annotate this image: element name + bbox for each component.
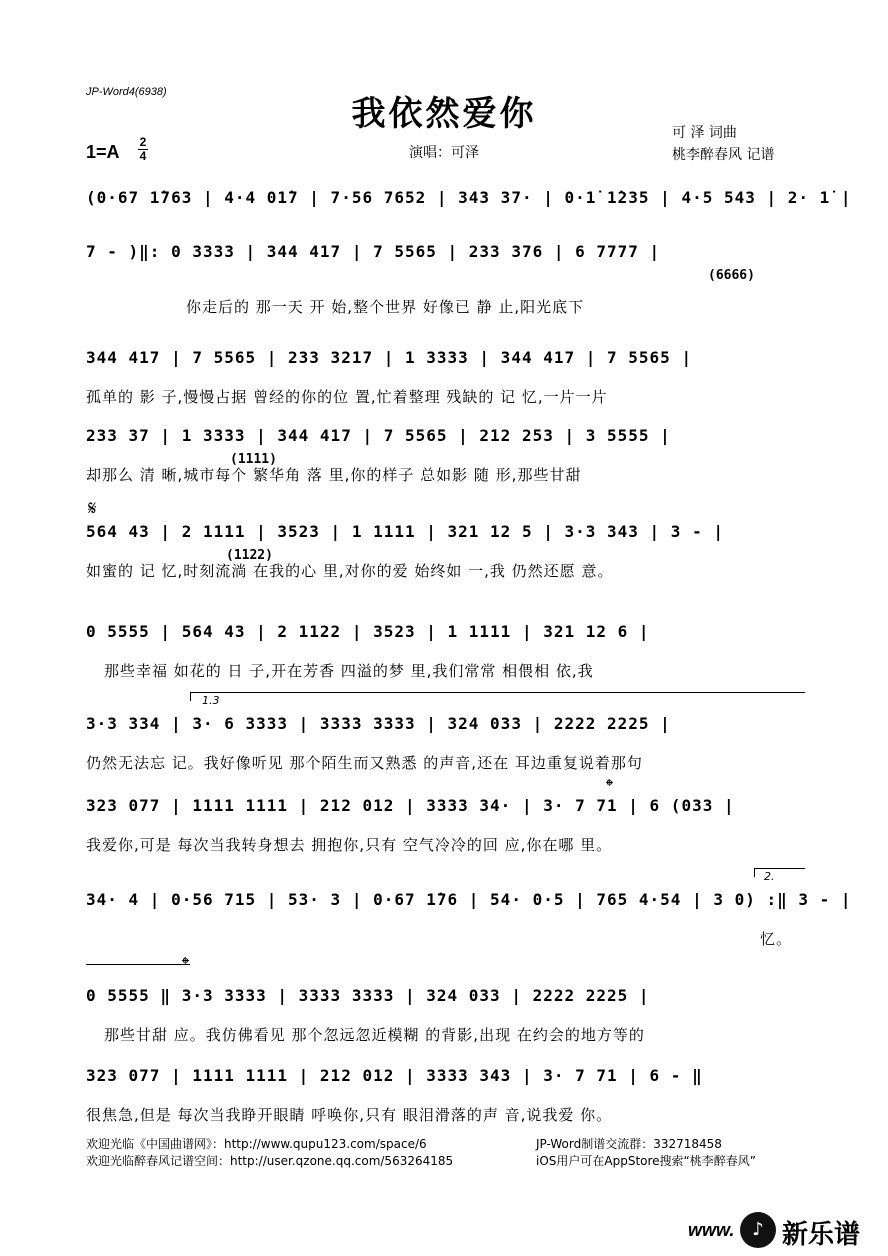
time-bottom: 4 [139,149,147,163]
lyric-line: 却那么 清 晰,城市每个 繁华角 落 里,你的样子 总如影 随 形,那些甘甜 [86,466,582,484]
harmony-notes: (1111) [230,452,277,467]
lyric-line: 你走后的 那一天 开 始,整个世界 好像已 静 止,阳光底下 [186,298,585,316]
notation-line: 323 077 | 1111 1111 | 212 012 | 3333 34· | 3· 7 71 | 6 (033 | [86,796,735,815]
singer: 演唱：可泽 [409,145,479,161]
lyric-line: 那些甘甜 应。我仿佛看见 那个忽远忽近模糊 的背影,出现 在约会的地方等的 [104,1026,645,1044]
footer-line-3: JP-Word制谱交流群：332718458 [536,1137,722,1151]
credit-composer: 可 泽 词曲 [672,125,737,141]
software-label: JP-Word4(6938) [86,86,167,98]
lyric-line: 如蜜的 记 忆,时刻流淌 在我的心 里,对你的爱 始终如 一,我 仍然还愿 意。 [86,562,614,580]
credits [672,122,774,166]
notation-line: 0 5555 | 564 43 | 2 1122 | 3523 | 1 1111 | 321 12 6 | [86,622,650,641]
song-title: 我依然爱你 [351,94,537,134]
credit-transcriber: 桃李醉春风 记谱 [672,147,775,163]
watermark-logo-icon: ♪ [740,1212,776,1248]
volta-label-2: 2. [764,870,775,883]
volta-bracket-1 [190,692,805,701]
harmony-notes: (1122) [226,548,273,563]
time-top: 2 [139,135,147,149]
notation-line: 3·3 334 | 3· 6 3333 | 3333 3333 | 324 033 | 2222 2225 | [86,714,671,733]
notation-line: (0·67 1̇763 | 4·4 01̇7 | 7·56 7652 | 343 37· | 0·1̇ 1̇235 | 4·5 543 | 2· 1̇ | [86,188,852,207]
notation-line: 34· 4 | 0·56 715 | 53· 3 | 0·67 1̇76 | 54· 0·5 | 765 4·54 | 3 0) :‖ 3 - | [86,890,852,909]
key-signature: 1=A [86,142,120,162]
notation-line: 0 5555 ‖ 3·3 3333 | 3333 3333 | 324 033 | 2222 2225 | [86,986,650,1005]
notation-line: 7 - )‖: 0 3333 | 344 417 | 7 5565 | 233 376 | 6 7777 | [86,242,661,261]
lyric-line: 那些幸福 如花的 日 子,开在芳香 四溢的梦 里,我们常常 相偎相 依,我 [104,662,594,680]
notation-line: 344 417 | 7 5565 | 233 3217 | 1 3333 | 344 417 | 7 5565 | [86,348,693,367]
footer-line-2: 欢迎光临醉春风记谱空间：http://user.qzone.qq.com/563264185 [86,1154,454,1168]
coda-line [86,964,190,965]
footer-left [86,1136,453,1170]
footer-line-1: 欢迎光临《中国曲谱网》：http://www.qupu123.com/space/6 [86,1137,427,1151]
notation-line: 323 077 | 1111 1111 | 212 012 | 3333 343 | 3· 7 71 | 6 - ‖ [86,1066,703,1085]
lyric-line: 我爱你,可是 每次当我转身想去 拥抱你,只有 空气冷冷的回 应,你在哪 里。 [86,836,613,854]
footer-right [536,1136,756,1170]
watermark-name: 新乐谱 [782,1220,861,1250]
lyric-line: 仍然无法忘 记。我好像听见 那个陌生而又熟悉 的声音,还在 耳边重复说着那句 [86,754,643,772]
coda-sign-2: 𝄌 [182,952,189,976]
coda-sign-1: 𝄌 [606,774,613,798]
harmony-notes: (6666) [708,268,755,283]
lyric-line: 忆。 [760,930,793,948]
volta-bracket-2 [754,868,805,877]
footer-line-4: iOS用户可在AppStore搜索“桃李醉春风” [536,1154,756,1168]
notation-line: 233 37 | 1 3333 | 344 417 | 7 5565 | 212 253 | 3 5555 | [86,426,671,445]
lyric-line: 孤单的 影 子,慢慢占据 曾经的你的位 置,忙着整理 残缺的 记 忆,一片一片 [86,388,608,406]
lyric-line: 很焦急,但是 每次当我睁开眼睛 呼唤你,只有 眼泪滑落的声 音,说我爱 你。 [86,1106,613,1124]
volta-label-1: 1.3 [202,694,220,707]
segno-sign: 𝄋 [88,496,97,520]
watermark-url: www. [688,1220,735,1240]
notation-line: 564 43 | 2 1111 | 3523 | 1 1111 | 321 12 5 | 3·3 343 | 3 - | [86,522,724,541]
